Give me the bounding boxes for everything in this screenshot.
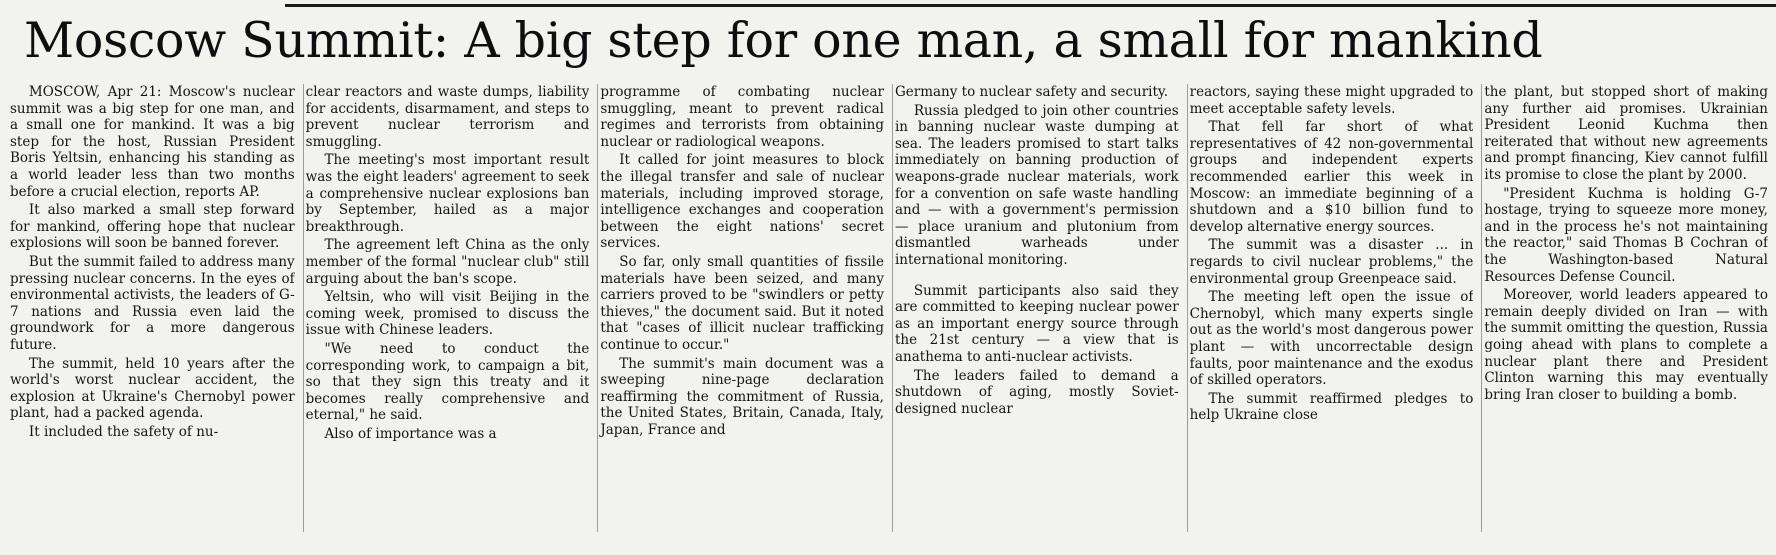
paragraph: The agreement left China as the only member of the formal "nuclear club" still arguing about the ban's scope. [305,237,590,287]
column-3 [597,84,884,532]
paragraph: "We need to conduct the corresponding work, to campaign a bit, so that they sign this treaty and it becomes really comprehensive and eternal," he said. [305,340,590,424]
paragraph: the plant, but stopped short of making any further aid promises. Ukrainian President Leonid Kuchma then reiterated that without new agreements and prompt financing, Kiev cannot fulfill its promise to close the plant by 2000. [1484,84,1768,183]
paragraph: Yeltsin, who will visit Beijing in the coming week, promised to discuss the issue with Chinese leaders. [305,289,590,339]
headline: Moscow Summit: A big step for one man, a small for mankind [24,12,1543,69]
paragraph: The summit's main document was a sweeping nine-page declaration reaffirming the commitment of Russia, the United States, Britain, Canada, Italy, Japan, France and [600,355,884,438]
paragraph: The summit reaffirmed pledges to help Ukraine close [1189,390,1474,424]
column-1 [8,84,295,532]
paragraph: The meeting's most important result was the eight leaders' agreement to seek a comprehensive nuclear explosions ban by September, hailed as a major breakthrough. [305,152,590,235]
paragraph: The meeting left open the issue of Chernobyl, which many experts single out as the world's most dangerous power plant — with uncorrectable design faults, poor maintenance and the exodus of skilled operators. [1189,289,1474,389]
paragraph: The summit, held 10 years after the world's worst nuclear accident, the explosion at Ukraine's Chernobyl power plant, had a packed agenda. [10,355,295,422]
column-2 [303,84,590,532]
paragraph: MOSCOW, Apr 21: Moscow's nuclear summit was a big step for one man, and a small one for mankind. It was a big step for the host, Russian President Boris Yeltsin, enhancing his standing as a world leader less than two months before a crucial election, reports AP. [10,84,295,200]
paragraph: It called for joint measures to block the illegal transfer and sale of nuclear materials, including improved storage, intelligence exchanges and cooperation between the eight nations' secret services. [600,152,884,252]
paragraph-gap [895,271,1179,283]
paragraph: The leaders failed to demand a shutdown of aging, mostly Soviet-designed nuclear [894,367,1179,417]
top-rule [285,4,1776,7]
paragraph: Germany to nuclear safety and security. [894,84,1169,100]
column-6 [1481,84,1768,532]
paragraph: clear reactors and waste dumps, liability for accidents, disarmament, and steps to prevent nuclear terrorism and smuggling. [305,84,590,150]
paragraph: programme of combating nuclear smuggling, meant to prevent radical regimes and terrorists from obtaining nuclear or radiological weapons. [600,84,884,150]
paragraph: Summit participants also said they are committed to keeping nuclear power as an important energy source through the 21st century — a view that is anathema to anti-nuclear activists. [894,282,1179,365]
column-4 [892,84,1179,532]
paragraph: Russia pledged to join other countries in banning nuclear waste dumping at sea. The leaders promised to start talks immediately on banning production of weapons-grade nuclear materials, work for a convention on safe waste handling and — with a government's permission — place uranium and plutonium from dismantled warheads under international monitoring. [894,102,1179,268]
paragraph: But the summit failed to address many pressing nuclear concerns. In the eyes of environmental activists, the leaders of G-7 nations and Russia even laid the groundwork for a more dangerous future. [10,253,295,353]
paragraph: "President Kuchma is holding G-7 hostage, trying to squeeze more money, and in the process he's not maintaining the reactor," said Thomas B Cochran of the Washington-based Natural Resources Defense Council. [1484,185,1768,285]
paragraph: reactors, saying these might upgraded to meet acceptable safety levels. [1189,84,1474,117]
paragraph: Moreover, world leaders appeared to remain deeply divided on Iran — with the summit omitting the question, Russia going ahead with plans to complete a nuclear plant there and President Clinton warning this may eventually bring Iran closer to building a bomb. [1484,287,1768,403]
article-body [8,84,1768,532]
paragraph: It also marked a small step forward for mankind, offering hope that nuclear explosions will soon be banned forever. [10,202,295,252]
paragraph: That fell far short of what representatives of 42 non-governmental groups and independent experts recommended earlier this week in Moscow: an immediate beginning of a shutdown and a $10 billion fund to develop alternative energy sources. [1189,119,1474,235]
paragraph: The summit was a disaster ... in regards to civil nuclear problems," the environmental group Greenpeace said. [1189,237,1474,287]
paragraph: It included the safety of nu- [28,423,219,440]
paragraph: So far, only small quantities of fissile materials have been seized, and many carriers proved to be "swindlers or petty thieves," the document said. But it noted that "cases of illicit nuclear trafficking continue to occur." [600,253,884,353]
column-5 [1187,84,1474,532]
paragraph: Also of importance was a [324,425,497,442]
